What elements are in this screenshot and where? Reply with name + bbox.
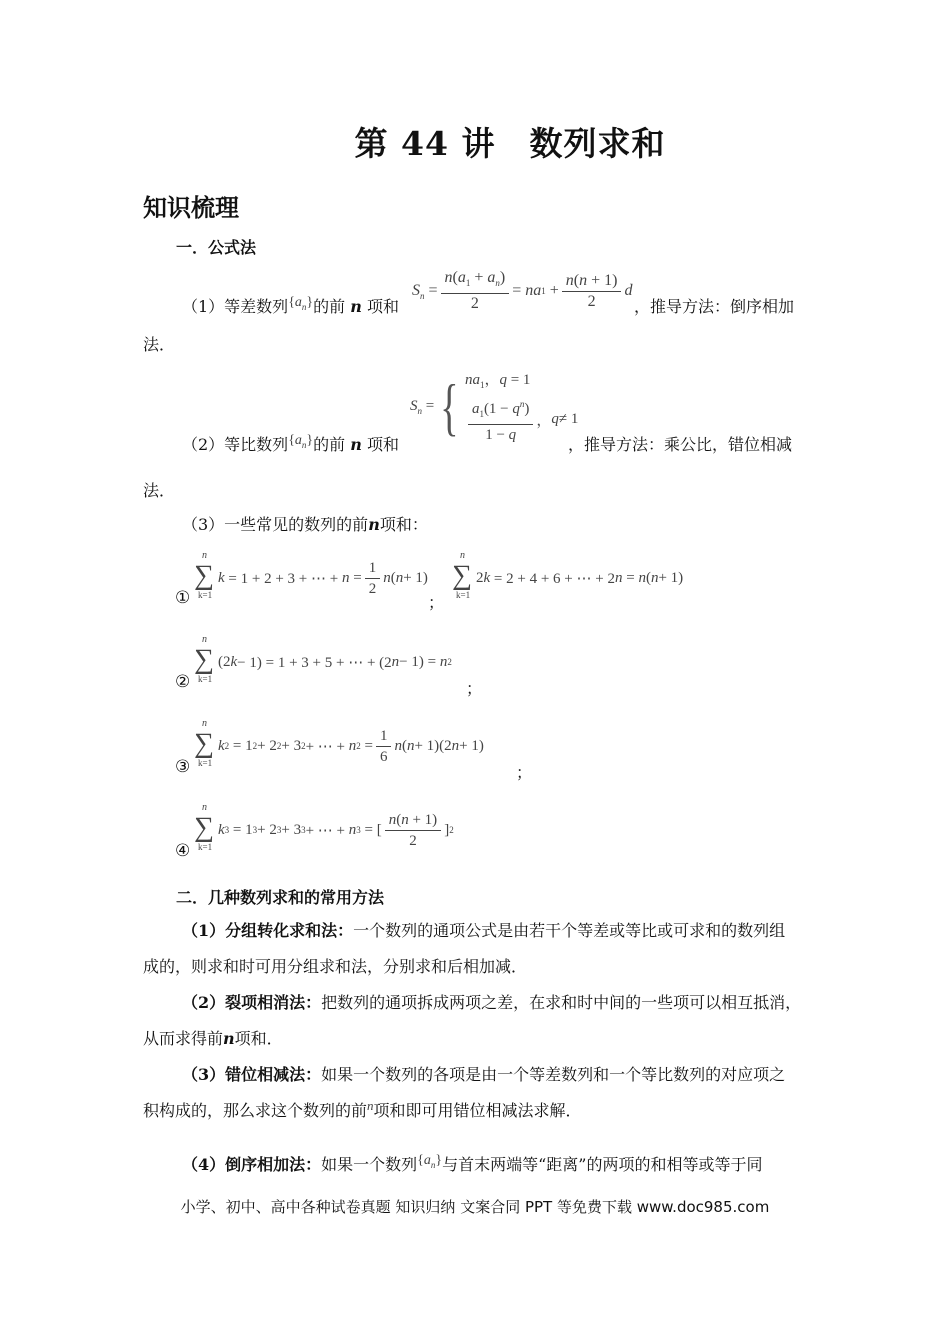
sum-formula-1b: n ∑ k=1 2 k = 2 + 4 + 6 + ⋯ + 2 n = n ( n + 1) xyxy=(452,550,684,600)
method1-line1 xyxy=(182,918,785,941)
method2-text2b: 项和． xyxy=(234,1029,283,1048)
method3-text2b: 项和即可用错位相减法求解． xyxy=(373,1101,582,1120)
method4-text1a: 如果一个数列 xyxy=(321,1155,418,1174)
marker-4: ④ xyxy=(175,841,191,861)
method4-text1b: 与首末两端等“距离”的两项的和相等或等于同 xyxy=(442,1155,763,1174)
item2-derivation: ，推导方法：乘公比，错位相减 xyxy=(568,435,793,454)
sum-formula-3: n ∑ k=1 k 2 = 1 2 + 2 2 + 3 2 + ⋯ + n 2 = $\frac{1}{6}$ n ( n + 1)(2 n + 1) xyxy=(194,718,484,768)
sequence-an-formula: $\{a_n\}$ xyxy=(288,295,314,312)
method2-text2a: 从而求得前 xyxy=(143,1029,224,1048)
item2-text-a: （2）等比数列 xyxy=(182,435,289,454)
semicolon-3: ； xyxy=(516,763,533,782)
item1-text-b: 的前 xyxy=(313,297,346,316)
item1-line: （1）等差数列$\{a_n\}$的前 n 项和 xyxy=(182,295,400,316)
part2-heading: 二．几种数列求和的常用方法 xyxy=(176,888,385,907)
method2-line1 xyxy=(182,990,801,1013)
method1-text1: 一个数列的通项公式是由若干个等差或等比或可求和的数列组 xyxy=(353,921,786,940)
item2-tail: 法． xyxy=(143,481,176,500)
method1-label: （1）分组转化求和法： xyxy=(182,921,354,940)
item1-tail: 法． xyxy=(143,335,176,354)
item1-text-c: 项和 xyxy=(367,297,400,316)
footer-text: 小学、初中、高中各种试卷真题 知识归纳 文案合同 PPT 等免费下载 www.doc985.com xyxy=(180,1198,770,1216)
sequence-an-formula-2: $\{a_n\}$ xyxy=(288,433,314,450)
item1-derivation: ，推导方法：倒序相加 xyxy=(634,297,795,316)
sequence-an-formula-3: $\{a_n\}$ xyxy=(417,1153,443,1170)
sum-formula-2: n ∑ k=1 (2 k − 1) = 1 + 3 + 5 + ⋯ + (2 n − 1) = n 2 xyxy=(194,634,452,684)
item2-line: （2）等比数列$\{a_n\}$的前 n 项和 xyxy=(182,433,400,454)
sum-formula-1a: n ∑ k=1 k = 1 + 2 + 3 + ⋯ + n = $\frac{1}{2}$ n ( n + 1) xyxy=(194,550,428,600)
semicolon-1: ； xyxy=(428,593,445,612)
arithmetic-sum-formula: $S_n$ = $\frac{n(a_1 + a_n)}{2}$ = na 1 + $\frac{n(n + 1)}{2}$ d xyxy=(412,269,633,313)
method4-line1 xyxy=(182,1152,763,1176)
item3-text: （3）一些常见的数列的前 xyxy=(182,515,369,534)
item3-tail: 项和： xyxy=(379,515,428,534)
method2-label: （2）裂项相消法： xyxy=(182,993,322,1012)
method1-text2: 成的，则求和时可用分组求和法，分别求和后相加减． xyxy=(143,957,528,976)
method3-line1 xyxy=(182,1062,785,1085)
method3-label: （3）错位相减法： xyxy=(182,1065,322,1084)
method4-label: （4）倒序相加法： xyxy=(182,1155,322,1174)
item2-text-b: 的前 xyxy=(313,435,346,454)
geometric-sum-formula: $S_n$ = { $na_1$，q = 1 $\frac{a_1(1 - q^n)}{1 - q}$ ， q ≠ 1 xyxy=(410,370,579,443)
item1-text-a: （1）等差数列 xyxy=(182,297,289,316)
item2-text-c: 项和 xyxy=(367,435,400,454)
method3-line2: 积构成的，那么求这个数列的前$^n$项和即可用错位相减法求解． xyxy=(143,1098,582,1120)
marker-1: ① xyxy=(175,588,191,608)
sum-formula-4: n ∑ k=1 k 3 = 1 3 + 2 3 + 3 3 + ⋯ + n 3 = [ $\frac{n(n + 1)}{2}$ ] 2 xyxy=(194,802,454,852)
method2-line2: 从而求得前n项和． xyxy=(143,1029,283,1048)
marker-3: ③ xyxy=(175,757,191,777)
page-title: 第 44 讲 数列求和 xyxy=(354,124,666,163)
method2-text1: 把数列的通项拆成两项之差，在求和时中间的一些项可以相互抵消， xyxy=(321,993,802,1012)
marker-2: ② xyxy=(175,672,191,692)
semicolon-2: ； xyxy=(466,679,483,698)
method3-text2a: 积构成的，那么求这个数列的前 xyxy=(143,1101,368,1120)
part1-heading: 一．公式法 xyxy=(176,238,257,257)
method3-text1: 如果一个数列的各项是由一个等差数列和一个等比数列的对应项之 xyxy=(321,1065,786,1084)
section-heading: 知识梳理 xyxy=(143,193,239,222)
item3-line: （3）一些常见的数列的前n项和： xyxy=(182,515,428,534)
